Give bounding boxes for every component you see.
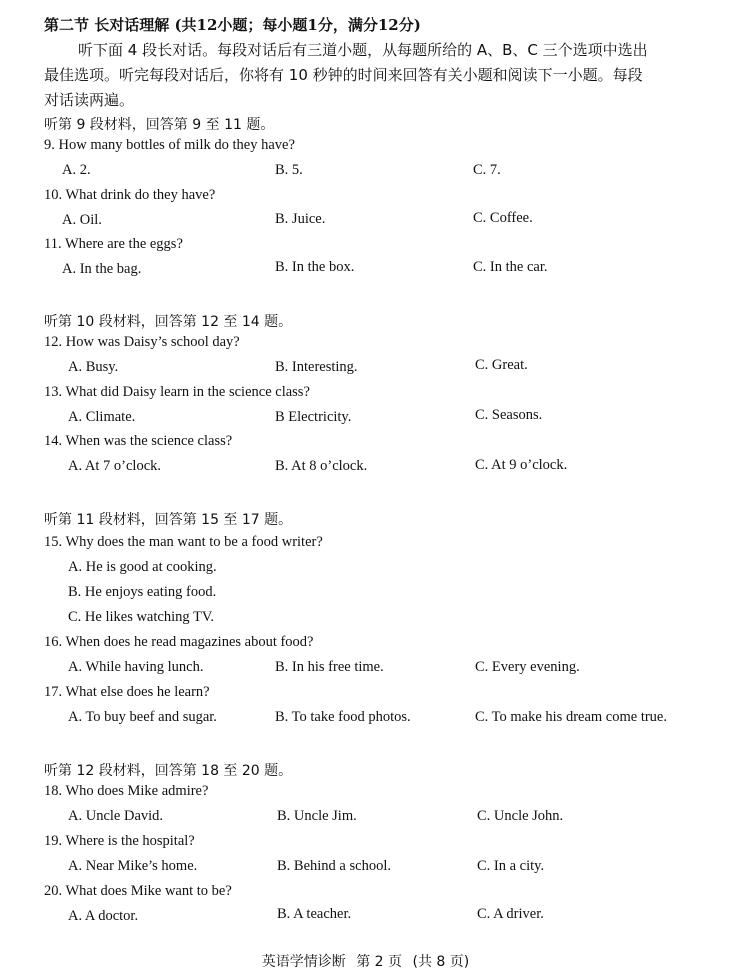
material-heading: 听第 9 段材料，回答第 9 至 11 题。 xyxy=(44,117,275,133)
option-b: B. In the box. xyxy=(275,259,355,275)
option-a: A. Near Mike’s home. xyxy=(68,858,198,874)
footer-total-pages: (共 8 页) xyxy=(412,954,470,970)
question-text: 16. When does he read magazines about food? xyxy=(44,634,314,650)
option-a: A. While having lunch. xyxy=(68,659,204,675)
option-a: A. A doctor. xyxy=(68,908,139,924)
option-c: C. A driver. xyxy=(477,906,544,922)
option-b: B. In his free time. xyxy=(275,659,384,675)
question-text: 14. When was the science class? xyxy=(44,433,233,449)
option-c: C. At 9 o’clock. xyxy=(475,457,568,473)
option-b: B. Interesting. xyxy=(275,359,358,375)
footer-title: 英语学情诊断 xyxy=(261,954,346,970)
option-b: B. To take food photos. xyxy=(275,709,411,725)
instruction-line-3: 对话读两遍。 xyxy=(44,91,135,109)
option-b: B. He enjoys eating food. xyxy=(68,584,217,600)
option-b: B. Uncle Jim. xyxy=(277,808,357,824)
option-c: C. Coffee. xyxy=(473,210,533,226)
option-c: C. 7. xyxy=(473,162,501,178)
option-b: B. 5. xyxy=(275,162,303,178)
option-b: B. A teacher. xyxy=(277,906,352,922)
question-text: 17. What else does he learn? xyxy=(44,684,210,700)
option-c: C. Seasons. xyxy=(475,407,543,423)
option-a: A. Climate. xyxy=(68,409,136,425)
option-a: A. At 7 o’clock. xyxy=(68,458,162,474)
question-text: 18. Who does Mike admire? xyxy=(44,783,209,799)
option-b: B. Juice. xyxy=(275,211,326,227)
option-b: B. At 8 o’clock. xyxy=(275,458,368,474)
option-c: C. Great. xyxy=(475,357,528,373)
option-a: A. Busy. xyxy=(68,359,119,375)
instruction-line-1: 听下面 4 段长对话。每段对话后有三道小题，从每题所给的 A、B、C 三个选项中选出 xyxy=(78,41,648,59)
material-heading: 听第 12 段材料，回答第 18 至 20 题。 xyxy=(44,763,293,779)
question-text: 12. How was Daisy’s school day? xyxy=(44,334,240,350)
option-b: B. Behind a school. xyxy=(277,858,391,874)
question-text: 19. Where is the hospital? xyxy=(44,833,195,849)
question-text: 10. What drink do they have? xyxy=(44,187,216,203)
option-b: B Electricity. xyxy=(275,409,352,425)
option-c: C. In a city. xyxy=(477,858,545,874)
option-c: C. To make his dream come true. xyxy=(475,709,667,725)
option-a: A. To buy beef and sugar. xyxy=(68,709,217,725)
option-c: C. He likes watching TV. xyxy=(68,609,215,625)
option-c: C. Uncle John. xyxy=(477,808,564,824)
question-text: 9. How many bottles of milk do they have? xyxy=(44,137,295,153)
section-title: 第二节 长对话理解 (共12小题；每小题1分，满分12分) xyxy=(44,16,421,34)
option-a: A. In the bag. xyxy=(62,261,142,277)
instruction-line-2: 最佳选项。听完每段对话后，你将有 10 秒钟的时间来回答有关小题和阅读下一小题。每段 xyxy=(44,66,643,84)
material-heading: 听第 10 段材料，回答第 12 至 14 题。 xyxy=(44,314,293,330)
option-c: C. In the car. xyxy=(473,259,548,275)
option-a: A. 2. xyxy=(62,162,91,178)
question-text: 20. What does Mike want to be? xyxy=(44,883,232,899)
footer-page-number: 第 2 页 xyxy=(356,954,403,970)
question-text: 15. Why does the man want to be a food writer? xyxy=(44,534,323,550)
question-text: 13. What did Daisy learn in the science class? xyxy=(44,384,310,400)
option-a: A. Uncle David. xyxy=(68,808,164,824)
question-text: 11. Where are the eggs? xyxy=(44,236,183,252)
option-c: C. Every evening. xyxy=(475,659,580,675)
option-a: A. Oil. xyxy=(62,212,102,228)
page-footer xyxy=(0,951,731,971)
material-heading: 听第 11 段材料，回答第 15 至 17 题。 xyxy=(44,512,293,528)
option-a: A. He is good at cooking. xyxy=(68,559,217,575)
